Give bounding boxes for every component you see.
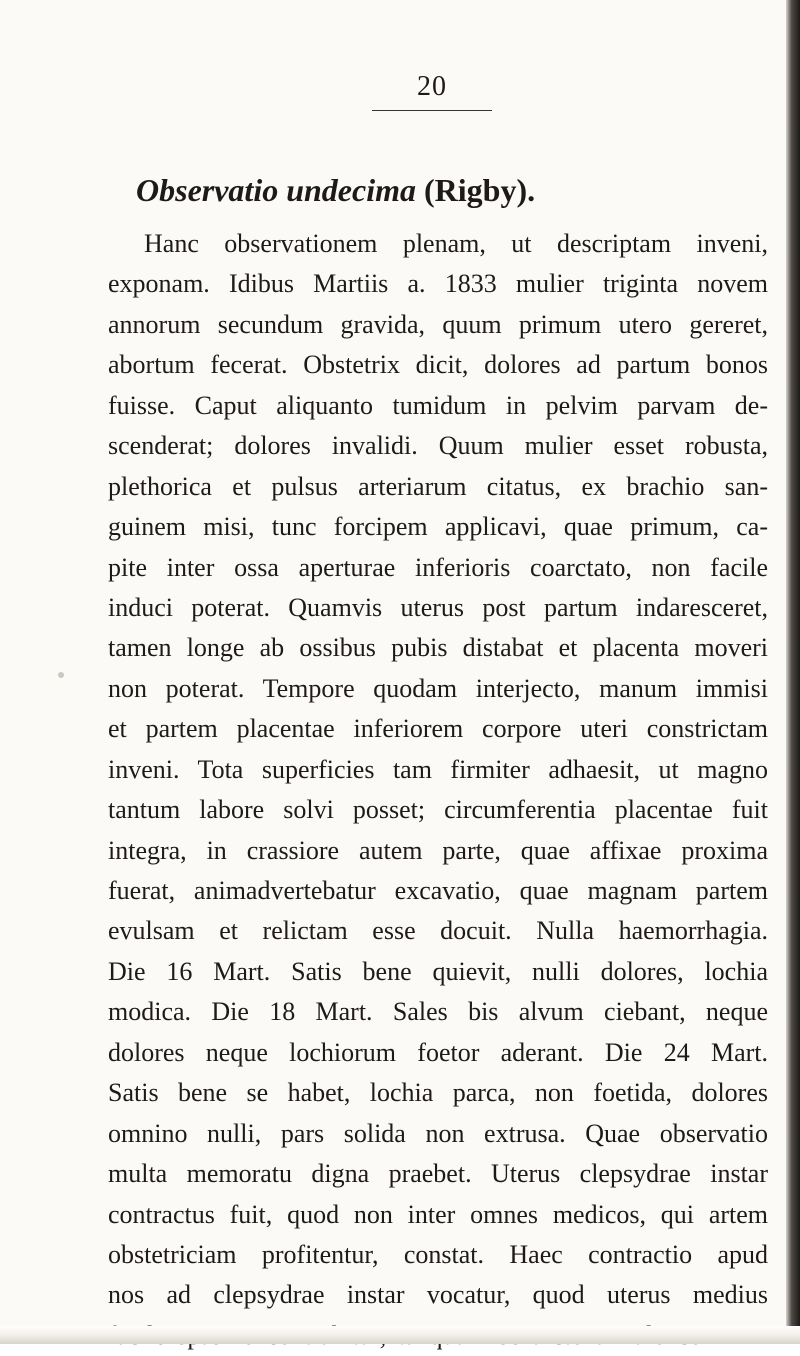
text-line: Hanc observationem plenam, ut descriptam inveni,: [144, 229, 768, 258]
text-line: multa memoratu digna praebet. Uterus clepsydrae instar: [108, 1159, 768, 1189]
text-line: exponam. Idibus Martiis a. 1833 mulier triginta novem: [108, 269, 768, 299]
text-line: non poterat. Tempore quodam interjecto, manum immisi: [108, 673, 768, 703]
text-line: tantum labore solvi posset; circumferentia placentae fuit: [108, 795, 768, 825]
text-line: Satis bene se habet, lochia parca, non foetida, dolores: [108, 1078, 768, 1108]
text-line: dolores neque lochiorum foetor aderant. Die 24 Mart.: [108, 1037, 768, 1067]
text-line: contractus fuit, quod non inter omnes medicos, qui artem: [108, 1199, 768, 1229]
page-number-underline: [372, 110, 492, 111]
text-line: integra, in crassiore autem parte, quae affixae proxima: [108, 835, 768, 865]
text-line: Die 16 Mart. Satis bene quievit, nulli dolores, lochia: [108, 956, 768, 986]
section-title-italic: Observatio undecima: [136, 172, 416, 208]
text-line: tamen longe ab ossibus pubis distabat et placenta moveri: [108, 633, 768, 663]
text-line: evulsam et relictam esse docuit. Nulla haemorrhagia.: [108, 916, 768, 946]
text-line: scenderat; dolores invalidi. Quum mulier esset robusta,: [108, 431, 768, 461]
page-number: 20: [417, 71, 447, 102]
text-line: pite inter ossa aperturae inferioris coarctato, non facile: [108, 552, 768, 582]
text-line: abortum fecerat. Obstetrix dicit, dolores ad partum bonos: [108, 350, 768, 380]
text-line: obstetriciam profitentur, constat. Haec contractio apud: [108, 1239, 768, 1269]
page-bottom-edge: [0, 1326, 800, 1344]
section-title-author: (Rigby).: [423, 172, 536, 208]
text-line: plethorica et pulsus arteriarum citatus, ex brachio san-: [108, 471, 768, 501]
text-line: et partem placentae inferiorem corpore uteri constrictam: [108, 714, 768, 744]
text-line: guinem misi, tunc forcipem applicavi, quae primum, ca-: [108, 512, 768, 542]
text-line: modica. Die 18 Mart. Sales bis alvum ciebant, neque: [108, 997, 768, 1027]
page-binding-edge: [786, 0, 800, 1344]
text-line: induci poterat. Quamvis uterus post partum indaresceret,: [108, 592, 768, 622]
text-line: inveni. Tota superficies tam firmiter adhaesit, ut magno: [108, 754, 768, 784]
text-line: fuerat, animadvertebatur excavatio, quae magnam partem: [108, 876, 768, 905]
paper-speck: [58, 672, 64, 678]
text-line: fuisse. Caput aliquanto tumidum in pelvim parvam de-: [108, 390, 768, 420]
section-title: [120, 170, 800, 210]
body-paragraph: [108, 224, 768, 1356]
text-line: nos ad clepsydrae instar vocatur, quod uterus medius: [108, 1280, 768, 1310]
text-line: omnino nulli, pars solida non extrusa. Quae observatio: [108, 1118, 768, 1148]
text-line: annorum secundum gravida, quum primum utero gereret,: [108, 309, 768, 339]
